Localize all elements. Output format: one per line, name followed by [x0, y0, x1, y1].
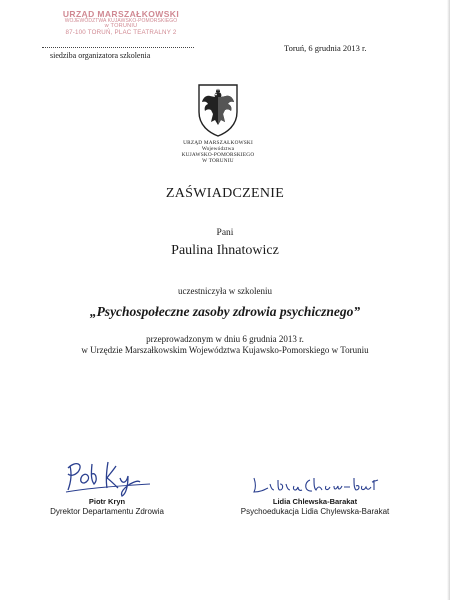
stamp-line-1: URZĄD MARSZAŁKOWSKI	[62, 9, 180, 19]
certificate-heading: ZAŚWIADCZENIE	[165, 186, 285, 201]
course-title: „Psychospołeczne zasoby zdrowia psychicznego”	[89, 304, 361, 319]
participant-name: Paulina Ihnatowicz	[171, 243, 279, 258]
dotted-line	[42, 47, 194, 48]
right-signer-name: Lidia Chlewska-Barakat	[272, 497, 358, 506]
left-signer-title: Dyrektor Departamentu Zdrowia	[50, 507, 164, 516]
place-and-date: Toruń, 6 grudnia 2013 r.	[284, 43, 367, 53]
left-signature	[58, 452, 158, 498]
attended-text: uczestniczyła w szkoleniu	[178, 286, 272, 296]
stamp-line-3: w TORUNIU	[104, 23, 138, 30]
office-line-1: URZĄD MARSZAŁKOWSKI	[183, 140, 253, 146]
coat-of-arms-icon	[196, 82, 240, 138]
training-place: w Urzędzie Marszałkowskim Województwa Kujawsko-Pomorskiego w Toruniu	[81, 345, 369, 355]
office-stamp	[46, 10, 196, 37]
stamp-line-2: WOJEWÓDZTWA KUJAWSKO-POMORSKIEGO	[64, 17, 178, 24]
conducted-date: przeprowadzonym w dniu 6 grudnia 2013 r.	[146, 334, 304, 344]
office-line-2: Województwa	[201, 146, 235, 153]
issuing-office	[150, 140, 286, 164]
office-line-3: KUJAWSKO-POMORSKIEGO	[181, 152, 255, 159]
office-line-4: W TORUNIU	[202, 158, 234, 165]
salutation: Pani	[216, 228, 234, 238]
stamp-line-4: 87-100 TORUŃ, PLAC TEATRALNY 2	[65, 29, 177, 37]
right-signer-title: Psychoedukacja Lidia Chylewska-Barakat	[240, 507, 390, 516]
left-signer-name: Piotr Kryn	[88, 497, 126, 506]
right-signature	[250, 470, 380, 498]
organizer-seat-label: siedziba organizatora szkolenia	[50, 51, 151, 60]
